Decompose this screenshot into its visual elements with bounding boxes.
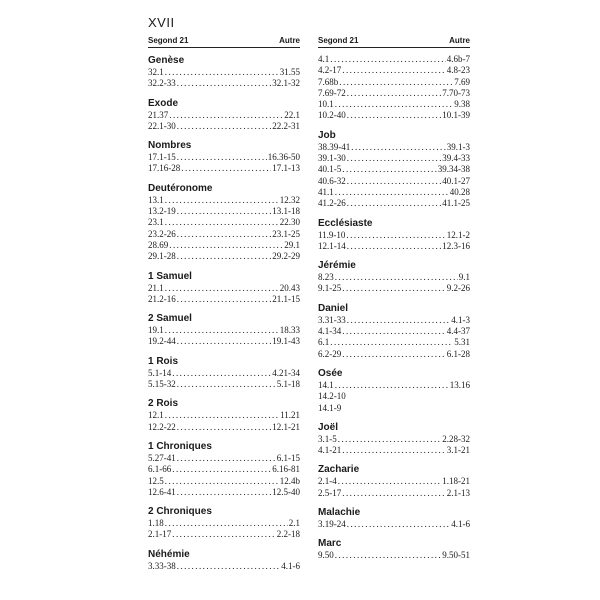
reference-row: [148, 206, 300, 217]
dot-leader: [339, 77, 453, 88]
segond-reference: 3.1-5: [318, 433, 337, 444]
other-reference: 39.1-3: [446, 141, 470, 152]
dot-leader: [347, 153, 442, 164]
other-reference: 29.2-29: [272, 251, 300, 262]
other-reference: 22.1: [284, 109, 300, 120]
reference-row: [148, 67, 300, 78]
reference-row: [318, 198, 470, 209]
other-reference: 13.16: [449, 379, 470, 390]
dot-leader: [177, 78, 272, 89]
book-entry: [318, 367, 470, 414]
book-title: 2 Chroniques: [148, 506, 212, 518]
reference-row: [318, 230, 470, 241]
reference-row: [148, 379, 300, 390]
book-title: 2 Samuel: [148, 313, 192, 325]
segond-reference: 3.19-24: [318, 519, 346, 530]
dot-leader: [177, 121, 272, 132]
segond-reference: 8.23: [318, 272, 334, 283]
other-reference: 7.70-73: [442, 87, 470, 98]
other-reference: 41.1-25: [442, 198, 470, 209]
reference-row: [318, 99, 470, 110]
segond-reference: 10.2-40: [318, 110, 346, 121]
book-title: Osée: [318, 367, 343, 379]
other-reference: 10.1-39: [442, 110, 470, 121]
segond-reference: 1.18: [148, 518, 164, 529]
other-reference: 4.21-34: [272, 367, 300, 378]
other-reference: 4.4-37: [446, 326, 470, 337]
book-entry: [318, 537, 470, 561]
segond-reference: 14.1: [318, 379, 334, 390]
header-segond: Segond 21: [148, 36, 189, 45]
book-entry: [318, 302, 470, 360]
dot-leader: [330, 54, 446, 65]
other-reference: 39.34-38: [437, 164, 470, 175]
other-reference: 4.1-3: [451, 314, 470, 325]
dot-leader: [165, 195, 279, 206]
reference-row: [318, 403, 470, 414]
other-reference: 39.4-33: [442, 153, 470, 164]
segond-reference: 7.69-72: [318, 87, 346, 98]
reference-row: [148, 325, 300, 336]
book-entry: [318, 259, 470, 295]
segond-reference: 5.1-14: [148, 367, 172, 378]
reference-row: [318, 476, 470, 487]
reference-row: [148, 283, 300, 294]
segond-reference: 23.1: [148, 217, 164, 228]
other-reference: 22.30: [279, 217, 300, 228]
dot-leader: [172, 529, 276, 540]
dot-leader: [342, 65, 446, 76]
book-title: 2 Rois: [148, 398, 179, 410]
other-reference: 31.55: [279, 67, 300, 77]
dot-leader: [177, 379, 276, 390]
other-reference: 19.1-43: [272, 336, 300, 347]
reference-row: [148, 294, 300, 305]
column-header: [318, 36, 470, 48]
reference-row: [318, 241, 470, 252]
segond-reference: 13.1: [148, 194, 164, 205]
other-reference: 11.21: [280, 410, 300, 421]
reference-row: [318, 488, 470, 499]
other-reference: 21.1-15: [272, 293, 300, 304]
book-entry: [148, 440, 300, 498]
book-entry: [148, 355, 300, 391]
other-reference: 9.1: [458, 272, 470, 283]
dot-leader: [177, 206, 272, 217]
segond-reference: 14.2-10: [318, 391, 346, 402]
other-reference: 12.3-16: [442, 240, 470, 251]
reference-row: [148, 121, 300, 132]
segond-reference: 22.1-30: [148, 120, 176, 131]
dot-leader: [351, 142, 446, 153]
dot-leader: [335, 380, 449, 391]
dot-leader: [165, 67, 279, 78]
dot-leader: [177, 251, 272, 262]
header-segond: Segond 21: [318, 36, 359, 45]
dot-leader: [342, 349, 446, 360]
reference-row: [148, 464, 300, 475]
dot-leader: [347, 315, 451, 326]
segond-reference: 3.33-38: [148, 560, 176, 571]
reference-row: [148, 163, 300, 174]
book-title: Malachie: [318, 507, 361, 519]
other-reference: 12.5-40: [272, 486, 300, 497]
segond-reference: 2.1-17: [148, 529, 172, 540]
book-title: Daniel: [318, 302, 349, 314]
reference-row: [318, 315, 470, 326]
dot-leader: [346, 230, 445, 241]
segond-reference: 4.1-21: [318, 445, 342, 456]
book-title: Jérémie: [318, 260, 356, 272]
segond-reference: 11.9-10: [318, 229, 346, 240]
dot-leader: [165, 217, 279, 228]
dot-leader: [177, 487, 272, 498]
segond-reference: 38.39-41: [318, 141, 351, 152]
segond-reference: 12.2-22: [148, 421, 176, 432]
reference-row: [318, 550, 470, 561]
reference-row: [318, 176, 470, 187]
segond-reference: 40.1-5: [318, 164, 342, 175]
book-title: Ecclésiaste: [318, 217, 373, 229]
other-reference: 12.32: [279, 194, 300, 205]
reference-row: [318, 77, 470, 88]
reference-row: [318, 110, 470, 121]
dot-leader: [172, 464, 271, 475]
segond-reference: 5.27-41: [148, 452, 176, 463]
book-entry: [148, 505, 300, 541]
other-reference: 4.6b-7: [446, 54, 470, 64]
dot-leader: [165, 325, 279, 336]
book-title: Zacharie: [318, 464, 360, 476]
segond-reference: 29.1-28: [148, 251, 176, 262]
other-reference: 6.16-81: [272, 464, 300, 475]
book-entry: [148, 270, 300, 306]
segond-reference: 12.6-41: [148, 486, 176, 497]
reference-row: [318, 380, 470, 391]
dot-leader: [342, 164, 437, 175]
other-reference: 3.1-21: [446, 445, 470, 456]
reference-row: [148, 336, 300, 347]
segond-reference: 9.1-25: [318, 283, 342, 294]
dot-leader: [165, 410, 279, 421]
segond-reference: 21.37: [148, 109, 169, 120]
other-reference: 4.1-6: [281, 560, 300, 571]
dot-leader: [347, 519, 451, 530]
reference-row: [148, 529, 300, 540]
dot-leader: [177, 422, 272, 433]
book-entry: [318, 506, 470, 530]
segond-reference: 5.15-32: [148, 379, 176, 390]
segond-reference: 32.1: [148, 67, 164, 77]
book-entry: [148, 397, 300, 433]
segond-reference: 21.2-16: [148, 293, 176, 304]
book-title: Exode: [148, 97, 179, 109]
book-title: Deutéronome: [148, 182, 213, 194]
dot-leader: [335, 550, 442, 561]
left-column: [148, 36, 300, 579]
dot-leader: [177, 453, 276, 464]
segond-reference: 4.1-34: [318, 326, 342, 337]
reference-row: [318, 65, 470, 76]
dot-leader: [169, 240, 283, 251]
dot-leader: [347, 241, 442, 252]
dot-leader: [165, 518, 288, 529]
segond-reference: 41.1: [318, 186, 334, 197]
dot-leader: [165, 476, 279, 487]
book-entry: [318, 129, 470, 210]
dot-leader: [177, 336, 272, 347]
segond-reference: 6.1: [318, 337, 330, 348]
book-entry: [148, 312, 300, 348]
dot-leader: [181, 163, 271, 174]
other-reference: 18.33: [279, 325, 300, 336]
other-reference: 17.1-13: [272, 163, 300, 174]
dot-leader: [342, 445, 446, 456]
other-reference: 9.2-26: [446, 283, 470, 294]
other-reference: 12.4b: [279, 475, 300, 486]
book-entry: [318, 463, 470, 499]
book-entry: [148, 97, 300, 133]
segond-reference: 23.2-26: [148, 228, 176, 239]
reference-row: [318, 164, 470, 175]
other-reference: 40.28: [449, 186, 470, 197]
other-reference: 1.18-21: [442, 476, 470, 487]
segond-reference: 4.2-17: [318, 65, 342, 76]
book-title: Genèse: [148, 55, 185, 66]
other-reference: 9.38: [454, 99, 470, 110]
header-autre: Autre: [449, 36, 470, 45]
segond-reference: 7.68b: [318, 76, 339, 87]
segond-reference: 17.1-15: [148, 152, 176, 163]
segond-reference: 10.1: [318, 99, 334, 110]
segond-reference: 6.2-29: [318, 348, 342, 359]
segond-reference: 19.2-44: [148, 336, 176, 347]
dot-leader: [347, 176, 442, 187]
dot-leader: [347, 198, 442, 209]
other-reference: 5.1-18: [276, 379, 300, 390]
other-reference: 40.1-27: [442, 175, 470, 186]
dot-leader: [177, 294, 272, 305]
other-reference: 7.69: [454, 76, 470, 87]
book-entry: [318, 54, 470, 122]
other-reference: 16.36-50: [267, 152, 300, 163]
other-reference: 4.1-6: [451, 519, 470, 530]
reference-row: [318, 142, 470, 153]
reference-row: [318, 434, 470, 445]
book-entry: [318, 217, 470, 253]
other-reference: 13.1-18: [272, 206, 300, 217]
reference-row: [318, 337, 470, 348]
other-reference: 6.1-28: [446, 348, 470, 359]
reference-row: [148, 152, 300, 163]
book-list: [318, 54, 470, 562]
segond-reference: 21.1: [148, 282, 164, 293]
reference-row: [148, 518, 300, 529]
right-column: [318, 36, 470, 569]
other-reference: 5.31: [454, 337, 470, 348]
segond-reference: 19.1: [148, 325, 164, 336]
dot-leader: [169, 110, 283, 121]
book-title: 1 Rois: [148, 355, 179, 367]
segond-reference: 9.50: [318, 550, 334, 561]
reference-row: [148, 453, 300, 464]
dot-leader: [177, 152, 267, 163]
reference-row: [318, 153, 470, 164]
column-header: [148, 36, 300, 48]
book-title: Néhémie: [148, 548, 190, 560]
reference-row: [148, 251, 300, 262]
other-reference: 20.43: [279, 282, 300, 293]
segond-reference: 4.1: [318, 54, 330, 64]
page-number: XVII: [148, 15, 175, 30]
segond-reference: 12.1-14: [318, 240, 346, 251]
book-entry: [148, 548, 300, 572]
dot-leader: [342, 488, 446, 499]
segond-reference: 2.1-4: [318, 476, 337, 487]
dot-leader: [165, 283, 279, 294]
reference-row: [318, 283, 470, 294]
segond-reference: 12.5: [148, 475, 164, 486]
book-title: Marc: [318, 538, 342, 550]
other-reference: 2.28-32: [442, 433, 470, 444]
reference-row: [148, 229, 300, 240]
other-reference: 6.1-15: [276, 452, 300, 463]
header-autre: Autre: [279, 36, 300, 45]
book-list: [148, 54, 300, 572]
reference-row: [148, 368, 300, 379]
dot-leader: [338, 434, 442, 445]
other-reference: 32.1-32: [272, 78, 300, 89]
other-reference: 22.2-31: [272, 120, 300, 131]
segond-reference: 41.2-26: [318, 198, 346, 209]
reference-row: [148, 78, 300, 89]
other-reference: 12.1-21: [272, 421, 300, 432]
reference-row: [148, 422, 300, 433]
dot-leader: [342, 283, 446, 294]
segond-reference: 14.1-9: [318, 402, 342, 413]
reference-row: [318, 445, 470, 456]
other-reference: 23.1-25: [272, 228, 300, 239]
dot-leader: [177, 561, 281, 572]
reference-row: [148, 217, 300, 228]
segond-reference: 40.6-32: [318, 175, 346, 186]
dot-leader: [172, 368, 271, 379]
reference-row: [148, 476, 300, 487]
other-reference: 2.1: [288, 518, 300, 529]
segond-reference: 32.2-33: [148, 78, 176, 89]
other-reference: 9.50-51: [442, 550, 470, 561]
other-reference: 2.1-13: [446, 487, 470, 498]
other-reference: 12.1-2: [446, 229, 470, 240]
reference-row: [318, 88, 470, 99]
segond-reference: 39.1-30: [318, 153, 346, 164]
dot-leader: [335, 187, 449, 198]
reference-row: [148, 561, 300, 572]
dot-leader: [330, 337, 453, 348]
segond-reference: 12.1: [148, 410, 164, 421]
reference-row: [318, 391, 470, 402]
other-reference: 4.8-23: [446, 65, 470, 76]
dot-leader: [338, 476, 442, 487]
book-entry: [318, 421, 470, 457]
reference-row: [318, 187, 470, 198]
dot-leader: [335, 99, 454, 110]
reference-row: [318, 54, 470, 65]
dot-leader: [342, 326, 446, 337]
book-title: Job: [318, 129, 336, 141]
reference-row: [318, 326, 470, 337]
reference-row: [148, 110, 300, 121]
reference-row: [148, 240, 300, 251]
dot-leader: [347, 88, 442, 99]
dot-leader: [335, 272, 458, 283]
segond-reference: 6.1-66: [148, 464, 172, 475]
book-title: 1 Samuel: [148, 270, 192, 282]
book-title: Joël: [318, 421, 339, 433]
book-title: 1 Chroniques: [148, 440, 212, 452]
reference-row: [318, 272, 470, 283]
dot-leader: [347, 110, 442, 121]
segond-reference: 17.16-28: [148, 163, 181, 174]
segond-reference: 28.69: [148, 239, 169, 250]
dot-leader: [177, 229, 272, 240]
segond-reference: 13.2-19: [148, 206, 176, 217]
other-reference: 29.1: [284, 239, 300, 250]
reference-row: [318, 519, 470, 530]
segond-reference: 2.5-17: [318, 487, 342, 498]
reference-row: [148, 487, 300, 498]
book-title: Nombres: [148, 140, 192, 152]
reference-row: [318, 349, 470, 360]
other-reference: 2.2-18: [276, 529, 300, 540]
reference-row: [148, 195, 300, 206]
book-entry: [148, 54, 300, 90]
segond-reference: 3.31-33: [318, 314, 346, 325]
book-entry: [148, 182, 300, 263]
book-entry: [148, 139, 300, 175]
reference-row: [148, 410, 300, 421]
